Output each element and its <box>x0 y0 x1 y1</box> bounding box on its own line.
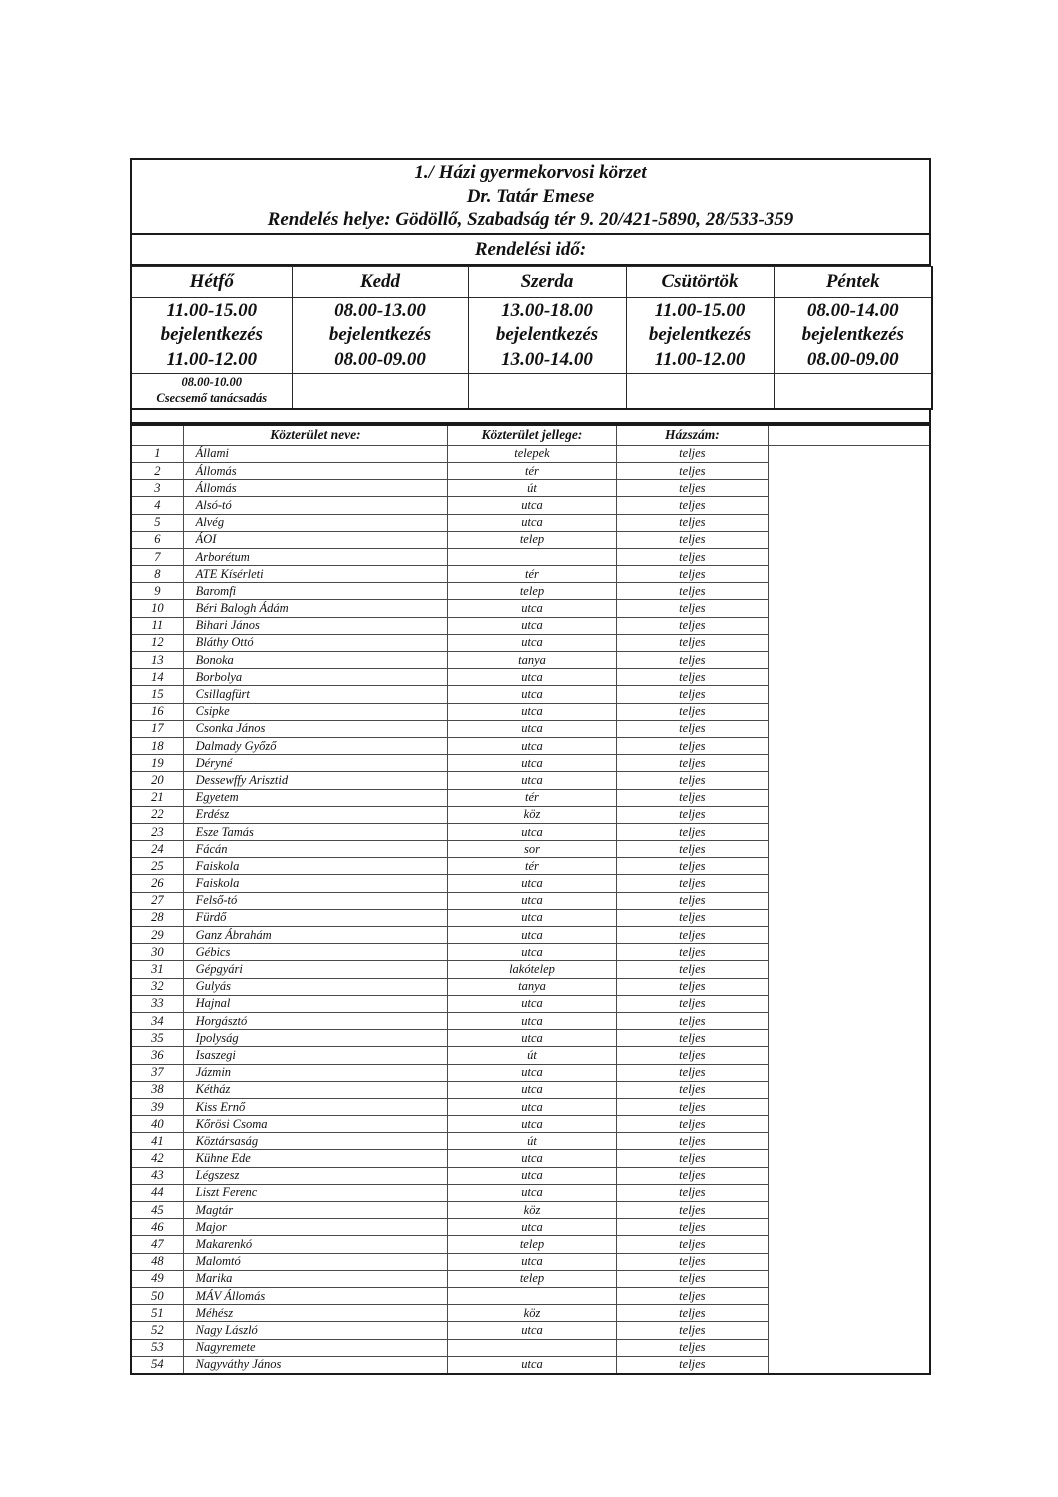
street-type: utca <box>448 995 616 1012</box>
house-number: teljes <box>616 1184 768 1201</box>
house-number: teljes <box>616 1322 768 1339</box>
thursday-hours-cell <box>626 297 774 373</box>
street-type: köz <box>448 1305 616 1322</box>
row-number: 35 <box>131 1030 183 1047</box>
office-hours: 13.00-18.00 <box>501 299 593 321</box>
street-name: Csillagfürt <box>183 686 448 703</box>
spacer-row <box>130 410 931 424</box>
street-row <box>131 445 930 462</box>
street-type: tér <box>448 858 616 875</box>
street-name: Dessewffy Arisztid <box>183 772 448 789</box>
house-number: teljes <box>616 462 768 479</box>
row-number: 4 <box>131 497 183 514</box>
row-number: 40 <box>131 1116 183 1133</box>
row-number: 39 <box>131 1098 183 1115</box>
house-number: teljes <box>616 806 768 823</box>
street-type: utca <box>448 669 616 686</box>
street-type: utca <box>448 514 616 531</box>
signin-label: bejelentkezés <box>160 324 263 346</box>
street-type: tanya <box>448 652 616 669</box>
office-hours: 11.00-15.00 <box>654 299 746 321</box>
house-number: teljes <box>616 566 768 583</box>
signin-hours: 11.00-12.00 <box>654 348 746 370</box>
row-number: 41 <box>131 1133 183 1150</box>
row-number: 24 <box>131 841 183 858</box>
house-number: teljes <box>616 1030 768 1047</box>
house-number: teljes <box>616 1287 768 1304</box>
house-number-header: Házszám: <box>616 425 768 446</box>
signin-hours: 08.00-09.00 <box>806 348 899 370</box>
house-number: teljes <box>616 1133 768 1150</box>
day-friday: Péntek <box>774 266 932 297</box>
street-name: Bláthy Ottó <box>183 634 448 651</box>
street-type: út <box>448 480 616 497</box>
schedule-extra-row <box>131 373 932 409</box>
street-type: utca <box>448 927 616 944</box>
street-name: Dalmady Győző <box>183 737 448 754</box>
house-number: teljes <box>616 1202 768 1219</box>
house-number: teljes <box>616 1098 768 1115</box>
street-type: utca <box>448 720 616 737</box>
district-title: 1./ Házi gyermekorvosi körzet <box>414 162 647 183</box>
day-thursday: Csütörtök <box>626 266 774 297</box>
signin-label: bejelentkezés <box>328 324 432 346</box>
monday-hours-cell <box>131 297 292 373</box>
day-monday: Hétfő <box>131 266 292 297</box>
street-type: utca <box>448 1012 616 1029</box>
house-number: teljes <box>616 1150 768 1167</box>
row-number: 33 <box>131 995 183 1012</box>
row-number: 34 <box>131 1012 183 1029</box>
street-type: telep <box>448 531 616 548</box>
house-number: teljes <box>616 1047 768 1064</box>
house-number: teljes <box>616 617 768 634</box>
row-number: 27 <box>131 892 183 909</box>
street-name: Jázmin <box>183 1064 448 1081</box>
row-number: 17 <box>131 720 183 737</box>
empty-column-header <box>769 425 930 446</box>
house-number: teljes <box>616 1305 768 1322</box>
row-number: 30 <box>131 944 183 961</box>
street-name: Felső-tó <box>183 892 448 909</box>
house-number: teljes <box>616 978 768 995</box>
row-number: 11 <box>131 617 183 634</box>
house-number: teljes <box>616 927 768 944</box>
street-name: Légszesz <box>183 1167 448 1184</box>
row-number: 49 <box>131 1270 183 1287</box>
row-number: 54 <box>131 1356 183 1374</box>
row-number: 28 <box>131 909 183 926</box>
street-type: lakótelep <box>448 961 616 978</box>
row-number: 47 <box>131 1236 183 1253</box>
row-number: 26 <box>131 875 183 892</box>
house-number: teljes <box>616 497 768 514</box>
street-name: Béri Balogh Ádám <box>183 600 448 617</box>
infant-counseling-label: Csecsemő tanácsadás <box>156 390 268 405</box>
house-number: teljes <box>616 995 768 1012</box>
street-name: Faiskola <box>183 858 448 875</box>
street-name: Horgásztó <box>183 1012 448 1029</box>
street-type: utca <box>448 944 616 961</box>
street-name: Méhész <box>183 1305 448 1322</box>
schedule-table <box>130 266 933 410</box>
row-number: 14 <box>131 669 183 686</box>
house-number: teljes <box>616 514 768 531</box>
street-type: utca <box>448 892 616 909</box>
street-type: utca <box>448 823 616 840</box>
street-type: utca <box>448 1322 616 1339</box>
street-table-header-row <box>131 425 930 446</box>
street-name: Csipke <box>183 703 448 720</box>
row-number: 29 <box>131 927 183 944</box>
doctor-name: Dr. Tatár Emese <box>466 185 595 207</box>
street-name: Makarenkó <box>183 1236 448 1253</box>
house-number: teljes <box>616 445 768 462</box>
schedule-day-header-row <box>131 266 932 297</box>
house-number: teljes <box>616 755 768 772</box>
street-name: Alvég <box>183 514 448 531</box>
house-number: teljes <box>616 823 768 840</box>
office-hours: 08.00-13.00 <box>334 299 426 321</box>
street-name: Köztársaság <box>183 1133 448 1150</box>
row-number: 46 <box>131 1219 183 1236</box>
house-number: teljes <box>616 892 768 909</box>
street-name: Gépgyári <box>183 961 448 978</box>
row-number: 53 <box>131 1339 183 1356</box>
house-number: teljes <box>616 480 768 497</box>
street-name: Nagyremete <box>183 1339 448 1356</box>
street-type: telep <box>448 583 616 600</box>
street-name: ÁOI <box>183 531 448 548</box>
house-number: teljes <box>616 686 768 703</box>
title-block <box>130 158 931 233</box>
house-number: teljes <box>616 1356 768 1374</box>
street-name: Gébics <box>183 944 448 961</box>
street-type: utca <box>448 617 616 634</box>
street-type: utca <box>448 1064 616 1081</box>
street-name: Állomás <box>183 462 448 479</box>
street-name: Malomtó <box>183 1253 448 1270</box>
street-name: Hajnal <box>183 995 448 1012</box>
row-number: 3 <box>131 480 183 497</box>
day-tuesday: Kedd <box>292 266 468 297</box>
street-type: utca <box>448 634 616 651</box>
signin-hours: 13.00-14.00 <box>501 348 593 370</box>
street-name: Magtár <box>183 1202 448 1219</box>
street-type: tanya <box>448 978 616 995</box>
street-name: Major <box>183 1219 448 1236</box>
street-name: Ipolyság <box>183 1030 448 1047</box>
monday-infant-counseling-cell <box>131 373 292 409</box>
street-name: Esze Tamás <box>183 823 448 840</box>
street-type: utca <box>448 875 616 892</box>
signin-label: bejelentkezés <box>495 324 599 346</box>
house-number: teljes <box>616 1012 768 1029</box>
street-type: út <box>448 1133 616 1150</box>
office-hours: 08.00-14.00 <box>806 299 899 321</box>
row-number: 8 <box>131 566 183 583</box>
day-wednesday: Szerda <box>468 266 626 297</box>
street-name: Bihari János <box>183 617 448 634</box>
street-type <box>448 548 616 565</box>
schedule-extra-cell <box>774 373 932 409</box>
street-name: Isaszegi <box>183 1047 448 1064</box>
row-number: 21 <box>131 789 183 806</box>
street-type: utca <box>448 1150 616 1167</box>
house-number: teljes <box>616 789 768 806</box>
street-name: ATE Kísérleti <box>183 566 448 583</box>
house-number: teljes <box>616 1116 768 1133</box>
empty-column-cell <box>769 445 930 1374</box>
schedule-times-row <box>131 297 932 373</box>
street-type-header: Közterület jellege: <box>448 425 616 446</box>
district-document <box>130 158 931 1375</box>
street-name: Déryné <box>183 755 448 772</box>
street-name: Kőrösi Csoma <box>183 1116 448 1133</box>
row-number: 2 <box>131 462 183 479</box>
house-number: teljes <box>616 909 768 926</box>
street-name: Nagy László <box>183 1322 448 1339</box>
tuesday-hours-cell <box>292 297 468 373</box>
schedule-extra-cell <box>292 373 468 409</box>
street-type: utca <box>448 909 616 926</box>
row-number: 20 <box>131 772 183 789</box>
house-number: teljes <box>616 600 768 617</box>
street-type: utca <box>448 1253 616 1270</box>
street-name: MÁV Állomás <box>183 1287 448 1304</box>
street-type: út <box>448 1047 616 1064</box>
row-number: 42 <box>131 1150 183 1167</box>
schedule-extra-cell <box>468 373 626 409</box>
street-type: utca <box>448 1356 616 1374</box>
street-type: utca <box>448 772 616 789</box>
street-name: Borbolya <box>183 669 448 686</box>
street-type: utca <box>448 600 616 617</box>
friday-hours-cell <box>774 297 932 373</box>
house-number: teljes <box>616 531 768 548</box>
row-number: 44 <box>131 1184 183 1201</box>
house-number: teljes <box>616 703 768 720</box>
row-number: 23 <box>131 823 183 840</box>
street-type: utca <box>448 1081 616 1098</box>
row-number: 13 <box>131 652 183 669</box>
schedule-extra-cell <box>626 373 774 409</box>
street-name: Erdész <box>183 806 448 823</box>
row-number: 45 <box>131 1202 183 1219</box>
street-name: Egyetem <box>183 789 448 806</box>
street-name: Kühne Ede <box>183 1150 448 1167</box>
wednesday-hours-cell <box>468 297 626 373</box>
row-number: 38 <box>131 1081 183 1098</box>
street-name: Fürdő <box>183 909 448 926</box>
row-number: 16 <box>131 703 183 720</box>
house-number: teljes <box>616 858 768 875</box>
street-type: utca <box>448 1098 616 1115</box>
street-type: utca <box>448 755 616 772</box>
street-type: köz <box>448 1202 616 1219</box>
house-number: teljes <box>616 1219 768 1236</box>
row-number: 31 <box>131 961 183 978</box>
street-type: utca <box>448 1184 616 1201</box>
street-type: telepek <box>448 445 616 462</box>
street-name: Faiskola <box>183 875 448 892</box>
street-name: Liszt Ferenc <box>183 1184 448 1201</box>
row-number: 51 <box>131 1305 183 1322</box>
house-number: teljes <box>616 961 768 978</box>
schedule-heading: Rendelési idő: <box>130 233 931 266</box>
row-number: 9 <box>131 583 183 600</box>
house-number: teljes <box>616 1253 768 1270</box>
row-number: 25 <box>131 858 183 875</box>
house-number: teljes <box>616 1339 768 1356</box>
row-number-header <box>131 425 183 446</box>
row-number: 18 <box>131 737 183 754</box>
street-type <box>448 1339 616 1356</box>
street-type: utca <box>448 1116 616 1133</box>
street-name: Marika <box>183 1270 448 1287</box>
house-number: teljes <box>616 737 768 754</box>
house-number: teljes <box>616 1081 768 1098</box>
street-name: Ganz Ábrahám <box>183 927 448 944</box>
row-number: 36 <box>131 1047 183 1064</box>
row-number: 5 <box>131 514 183 531</box>
street-name: Baromfi <box>183 583 448 600</box>
row-number: 10 <box>131 600 183 617</box>
street-type: telep <box>448 1236 616 1253</box>
street-type: utca <box>448 686 616 703</box>
infant-counseling-time: 08.00-10.00 <box>181 375 242 390</box>
signin-label: bejelentkezés <box>801 324 904 346</box>
signin-hours: 11.00-12.00 <box>166 348 258 370</box>
row-number: 43 <box>131 1167 183 1184</box>
house-number: teljes <box>616 548 768 565</box>
street-type: utca <box>448 1167 616 1184</box>
street-name: Alsó-tó <box>183 497 448 514</box>
house-number: teljes <box>616 944 768 961</box>
street-type: tér <box>448 789 616 806</box>
street-name-header: Közterület neve: <box>183 425 448 446</box>
signin-hours: 08.00-09.00 <box>334 348 426 370</box>
street-type: sor <box>448 841 616 858</box>
street-name: Állami <box>183 445 448 462</box>
row-number: 52 <box>131 1322 183 1339</box>
street-type: utca <box>448 737 616 754</box>
house-number: teljes <box>616 1167 768 1184</box>
street-type: utca <box>448 703 616 720</box>
row-number: 32 <box>131 978 183 995</box>
house-number: teljes <box>616 652 768 669</box>
house-number: teljes <box>616 875 768 892</box>
street-type: utca <box>448 1030 616 1047</box>
street-name: Állomás <box>183 480 448 497</box>
row-number: 6 <box>131 531 183 548</box>
row-number: 12 <box>131 634 183 651</box>
street-type: tér <box>448 566 616 583</box>
signin-label: bejelentkezés <box>648 324 752 346</box>
row-number: 48 <box>131 1253 183 1270</box>
house-number: teljes <box>616 1064 768 1081</box>
house-number: teljes <box>616 720 768 737</box>
house-number: teljes <box>616 634 768 651</box>
street-name: Csonka János <box>183 720 448 737</box>
street-table <box>130 424 931 1375</box>
street-type: tér <box>448 462 616 479</box>
house-number: teljes <box>616 841 768 858</box>
street-type <box>448 1287 616 1304</box>
office-hours: 11.00-15.00 <box>166 299 258 321</box>
street-name: Kiss Ernő <box>183 1098 448 1115</box>
street-name: Fácán <box>183 841 448 858</box>
street-name: Kétház <box>183 1081 448 1098</box>
row-number: 19 <box>131 755 183 772</box>
street-type: utca <box>448 1219 616 1236</box>
row-number: 22 <box>131 806 183 823</box>
row-number: 37 <box>131 1064 183 1081</box>
street-type: telep <box>448 1270 616 1287</box>
row-number: 7 <box>131 548 183 565</box>
house-number: teljes <box>616 583 768 600</box>
house-number: teljes <box>616 1236 768 1253</box>
house-number: teljes <box>616 772 768 789</box>
row-number: 50 <box>131 1287 183 1304</box>
office-address: Rendelés helye: Gödöllő, Szabadság tér 9. 20/421-5890, 28/533-359 <box>267 209 794 231</box>
row-number: 1 <box>131 445 183 462</box>
street-name: Arborétum <box>183 548 448 565</box>
house-number: teljes <box>616 669 768 686</box>
street-name: Gulyás <box>183 978 448 995</box>
street-type: köz <box>448 806 616 823</box>
row-number: 15 <box>131 686 183 703</box>
street-name: Nagyváthy János <box>183 1356 448 1374</box>
street-type: utca <box>448 497 616 514</box>
street-name: Bonoka <box>183 652 448 669</box>
house-number: teljes <box>616 1270 768 1287</box>
